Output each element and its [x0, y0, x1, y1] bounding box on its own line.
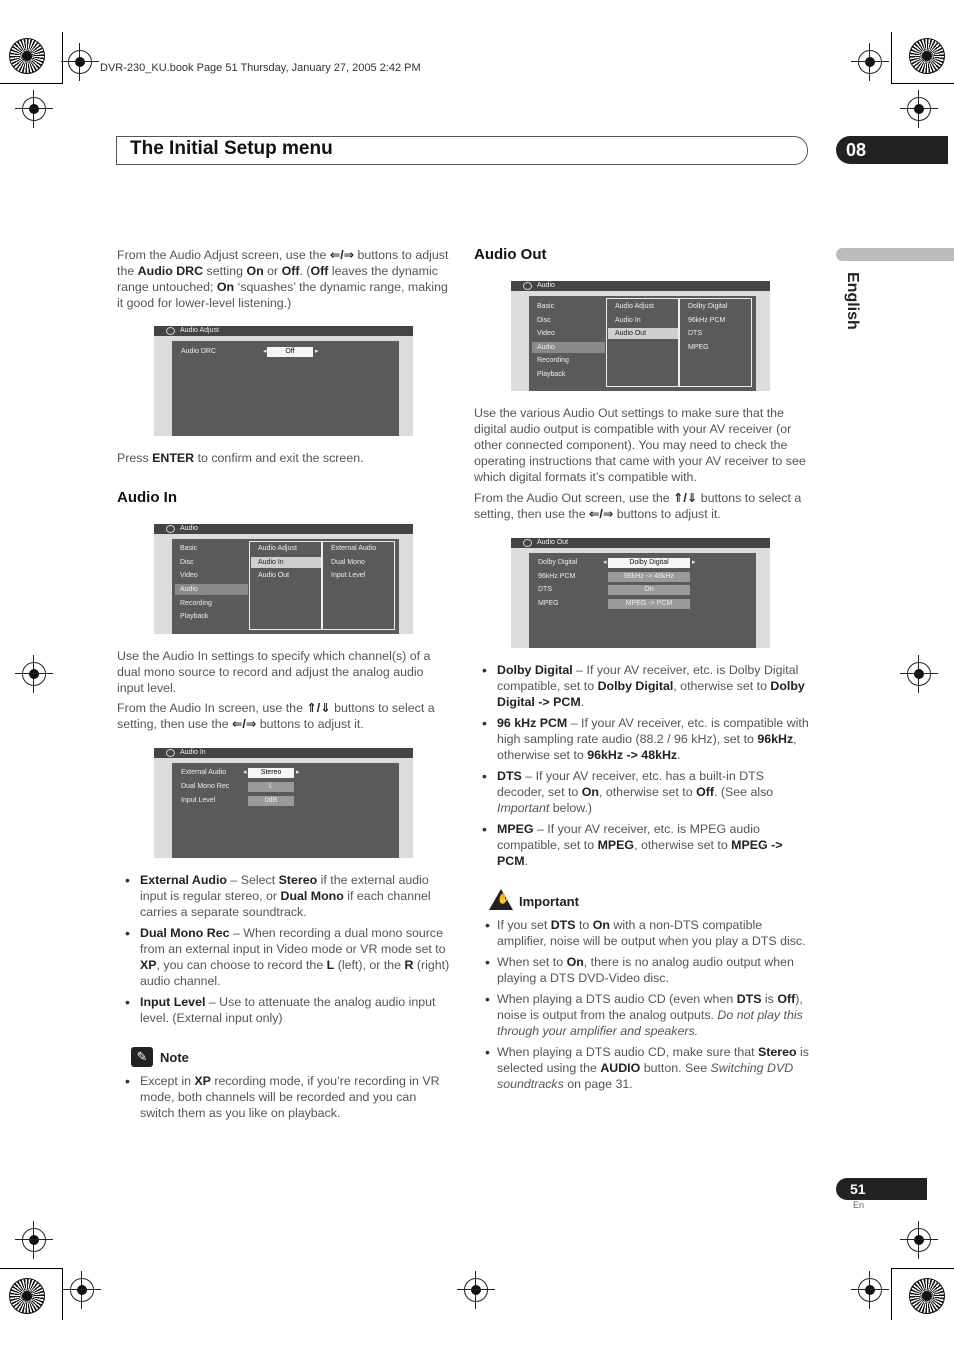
crosshair-icon [858, 50, 882, 74]
options-column [322, 541, 395, 630]
option-dts[interactable]: DTS [688, 330, 702, 337]
option-96khz-pcm[interactable]: 96kHz PCM [688, 317, 726, 324]
list-item: • External Audio – Select Stereo if the external audio input is regular stereo, or Dual Mono if each channel carries a separate soundtrack. [117, 872, 453, 920]
screen-title-bar: Audio In [154, 748, 413, 758]
screen-title-bar: Audio [511, 281, 770, 291]
setup-icon [523, 539, 532, 547]
audio-in-options-list [117, 872, 453, 1031]
submenu-audio-in[interactable]: Audio In [258, 559, 284, 566]
dts-value[interactable]: On [608, 585, 690, 595]
96khz-pcm-label: 96kHz PCM [538, 573, 576, 580]
audio-in-heading: Audio In [117, 489, 177, 506]
external-audio-value[interactable]: Stereo [248, 768, 294, 778]
arrow-left-icon: ◂ [243, 769, 247, 776]
audio-in-screen [154, 748, 413, 858]
important-header [489, 889, 629, 913]
menu-item-audio[interactable]: Audio [180, 586, 198, 593]
submenu-audio-adjust[interactable]: Audio Adjust [615, 303, 654, 310]
mpeg-value[interactable]: MPEG -> PCM [608, 599, 690, 609]
list-item: • Input Level – Use to attenuate the analog audio input level. (External input only) [117, 994, 453, 1026]
audio-menu-screen-right [511, 281, 770, 391]
list-item: • MPEG – If your AV receiver, etc. is MPEG audio compatible, set to MPEG, otherwise set to MPEG -> PCM. [474, 821, 810, 869]
mpeg-label: MPEG [538, 600, 559, 607]
setup-icon [166, 327, 175, 335]
option-dual-mono[interactable]: Dual Mono [331, 559, 365, 566]
crop-mark [891, 32, 892, 84]
audio-out-screen [511, 538, 770, 648]
option-dolby-digital[interactable]: Dolby Digital [688, 303, 728, 310]
crosshair-icon [22, 1228, 46, 1252]
options-column [679, 298, 752, 387]
arrow-left-icon: ◂ [263, 348, 267, 355]
audio-out-options-list [474, 662, 810, 874]
arrow-right-icon: ▸ [692, 559, 696, 566]
crosshair-icon [907, 1228, 931, 1252]
press-enter-text: Press ENTER to confirm and exit the screen. [117, 451, 364, 465]
screen-title-bar: Audio Out [511, 538, 770, 548]
crop-mark [891, 1268, 892, 1320]
96khz-pcm-value[interactable]: 96kHz -> 48kHz [608, 572, 690, 582]
arrow-right-icon: ▸ [296, 769, 300, 776]
list-item: • When set to On, there is no analog audio output when playing a DTS DVD-Video disc. [485, 954, 810, 986]
setup-icon [523, 282, 532, 290]
menu-item-basic[interactable]: Basic [180, 545, 198, 552]
setup-icon [166, 525, 175, 533]
audio-out-description: Use the various Audio Out settings to make sure that the digital audio output is compatible with your AV receiver (or other connected component). You may need to check the operating instructions that came with your AV receiver to see which digital formats it’s compatible with. [474, 406, 806, 484]
language-tab [836, 248, 954, 261]
submenu-audio-adjust[interactable]: Audio Adjust [258, 545, 297, 552]
submenu-column [606, 298, 679, 387]
chapter-number: 08 [836, 136, 948, 164]
dual-mono-rec-label: Dual Mono Rec [181, 783, 230, 790]
list-item: • When playing a DTS audio CD, make sure that Stereo is selected using the AUDIO button. See Switching DVD soundtracks on page 31. [485, 1044, 810, 1092]
important-list [485, 917, 810, 1097]
warning-hand-icon: ✋ [489, 889, 513, 910]
list-item: • 96 kHz PCM – If your AV receiver, etc. is compatible with high sampling rate audio (88.2 / 96 kHz), set to 96kHz, otherwise set to 96kHz -> 48kHz. [474, 715, 810, 763]
registration-wheel-icon [9, 38, 45, 74]
audio-drc-value[interactable]: Off [267, 347, 313, 357]
list-item: • Dual Mono Rec – When recording a dual mono source from an external input in Video mode or VR mode set to XP, you can choose to record the L (left), or the R (right) audio channel. [117, 925, 453, 989]
note-list [117, 1073, 453, 1126]
dual-mono-rec-value[interactable]: L [248, 782, 294, 792]
dolby-digital-value[interactable]: Dolby Digital [608, 558, 690, 568]
menu-item-disc[interactable]: Disc [180, 559, 194, 566]
menu-item-audio[interactable]: Audio [537, 344, 555, 351]
audio-adjust-intro: From the Audio Adjust screen, use the ⇐/⇒ buttons to adjust the Audio DRC setting On or Off. (Off leaves the dynamic range untouched; On ‘squashes’ the dynamic range, making it good for lower-level listening.) [117, 248, 449, 310]
page-number: 51 [836, 1178, 927, 1200]
crop-mark [62, 1268, 63, 1320]
submenu-column [249, 541, 322, 630]
submenu-audio-in[interactable]: Audio In [615, 317, 641, 324]
crosshair-icon [68, 50, 92, 74]
dolby-digital-label: Dolby Digital [538, 559, 578, 566]
submenu-audio-out[interactable]: Audio Out [258, 572, 290, 579]
audio-out-heading: Audio Out [474, 246, 547, 263]
list-item: • Dolby Digital – If your AV receiver, etc. is Dolby Digital compatible, set to Dolby Digital, otherwise set to Dolby Digital -> PCM. [474, 662, 810, 710]
note-pencil-icon: ✎ [131, 1047, 153, 1067]
setup-icon [166, 749, 175, 757]
audio-adjust-screen [154, 326, 413, 436]
crop-mark [0, 83, 62, 84]
book-info-line: DVR-230_KU.book Page 51 Thursday, January 27, 2005 2:42 PM [100, 62, 421, 74]
crosshair-icon [70, 1278, 94, 1302]
registration-wheel-icon [909, 38, 945, 74]
menu-item-video[interactable]: Video [180, 572, 198, 579]
crop-mark [62, 32, 63, 84]
page-language: En [853, 1200, 865, 1210]
crosshair-icon [464, 1278, 488, 1302]
note-label: Note [160, 1050, 189, 1065]
external-audio-label: External Audio [181, 769, 227, 776]
menu-item-disc[interactable]: Disc [537, 317, 551, 324]
language-label [834, 270, 874, 340]
menu-item-playback[interactable]: Playback [180, 613, 209, 620]
crosshair-icon [907, 97, 931, 121]
crosshair-icon [858, 1278, 882, 1302]
arrow-right-icon: ▸ [315, 348, 319, 355]
page-title: The Initial Setup menu [130, 138, 333, 159]
screen-title-bar: Audio Adjust [154, 326, 413, 336]
list-item: • DTS – If your AV receiver, etc. has a built-in DTS decoder, set to On, otherwise set to Off. (See also Important below.) [474, 768, 810, 816]
crosshair-icon [907, 662, 931, 686]
menu-item-recording[interactable]: Recording [180, 600, 212, 607]
crop-mark [891, 83, 954, 84]
registration-wheel-icon [909, 1278, 945, 1314]
audio-menu-screen [154, 524, 413, 634]
list-item: • If you set DTS to On with a non-DTS compatible amplifier, noise will be output when you play a DTS disc. [485, 917, 810, 949]
audio-out-instructions: From the Audio Out screen, use the ⇑/⇓ buttons to select a setting, then use the ⇐/⇒ buttons to adjust it. [474, 491, 802, 521]
audio-in-instructions: From the Audio In screen, use the ⇑/⇓ buttons to select a setting, then use the ⇐/⇒ buttons to adjust it. [117, 701, 435, 731]
audio-drc-label: Audio DRC [181, 348, 217, 355]
menu-item-video[interactable]: Video [537, 330, 555, 337]
crop-mark [891, 1268, 954, 1269]
menu-item-basic[interactable]: Basic [537, 303, 555, 310]
list-item: • Except in XP recording mode, if you’re recording in VR mode, both channels will be recorded and you can switch them as you like on playback. [117, 1073, 453, 1121]
crosshair-icon [22, 662, 46, 686]
input-level-label: Input Level [181, 797, 216, 804]
screen-title-bar: Audio [154, 524, 413, 534]
menu-item-recording[interactable]: Recording [537, 357, 569, 364]
menu-item-playback[interactable]: Playback [537, 371, 566, 378]
crosshair-icon [22, 97, 46, 121]
audio-in-description: Use the Audio In settings to specify which channel(s) of a dual mono source to record and adjust the analog audio input level. [117, 649, 431, 695]
input-level-value[interactable]: 0dB [248, 796, 294, 806]
list-item: • When playing a DTS audio CD (even when DTS is Off), noise is output from the analog outputs. Do not play this through your amplifier and speakers. [485, 991, 810, 1039]
registration-wheel-icon [9, 1278, 45, 1314]
important-label: Important [519, 894, 579, 909]
crop-mark [0, 1268, 62, 1269]
option-input-level[interactable]: Input Level [331, 572, 366, 579]
option-external-audio[interactable]: External Audio [331, 545, 377, 552]
submenu-audio-out[interactable]: Audio Out [615, 330, 647, 337]
option-mpeg[interactable]: MPEG [688, 344, 709, 351]
language-text: English [844, 272, 861, 330]
arrow-left-icon: ◂ [603, 559, 607, 566]
dts-label: DTS [538, 586, 552, 593]
